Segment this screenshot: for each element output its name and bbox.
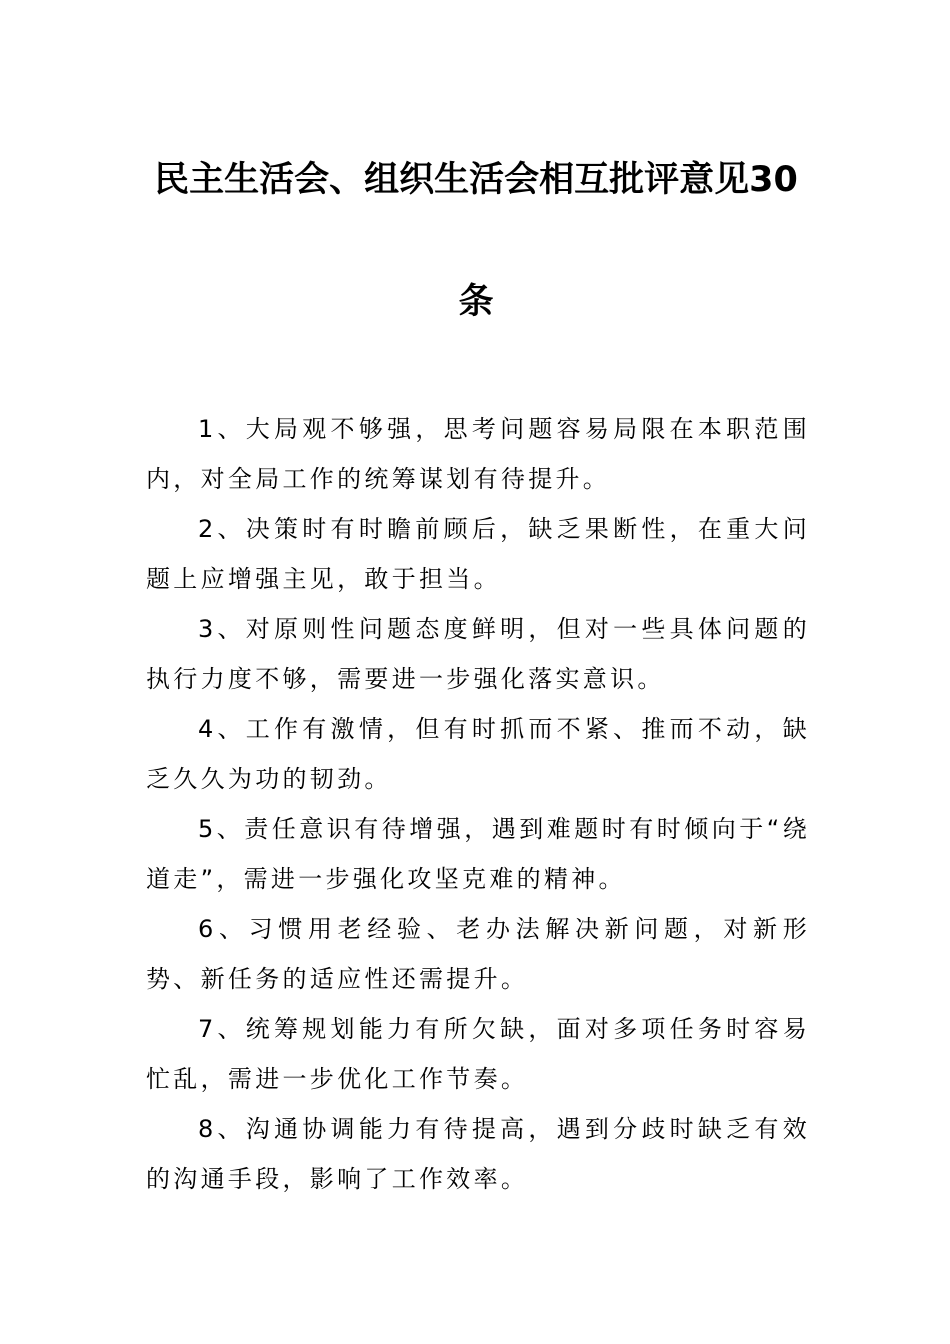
list-item: 8、沟通协调能力有待提高，遇到分歧时缺乏有效的沟通手段，影响了工作效率。 [146, 1115, 810, 1193]
document-title [146, 152, 806, 330]
list-item: 7、统筹规划能力有所欠缺，面对多项任务时容易忙乱，需进一步优化工作节奏。 [146, 1015, 810, 1093]
title-line-2: 条 [458, 282, 494, 322]
title-line-1: 民主生活会、组织生活会相互批评意见30 [154, 160, 798, 200]
list-item: 2、决策时有时瞻前顾后，缺乏果断性，在重大问题上应增强主见，敢于担当。 [146, 515, 810, 593]
list-item: 5、责任意识有待增强，遇到难题时有时倾向于“绕道走”，需进一步强化攻坚克难的精神。 [146, 815, 810, 893]
list-item: 3、对原则性问题态度鲜明，但对一些具体问题的执行力度不够，需要进一步强化落实意识。 [146, 615, 810, 693]
list-item: 1、大局观不够强，思考问题容易局限在本职范围内，对全局工作的统筹谋划有待提升。 [146, 415, 810, 493]
list-item: 6、习惯用老经验、老办法解决新问题，对新形势、新任务的适应性还需提升。 [146, 915, 810, 993]
list-item: 4、工作有激情，但有时抓而不紧、推而不动，缺乏久久为功的韧劲。 [146, 715, 810, 793]
document-body [146, 404, 810, 1204]
